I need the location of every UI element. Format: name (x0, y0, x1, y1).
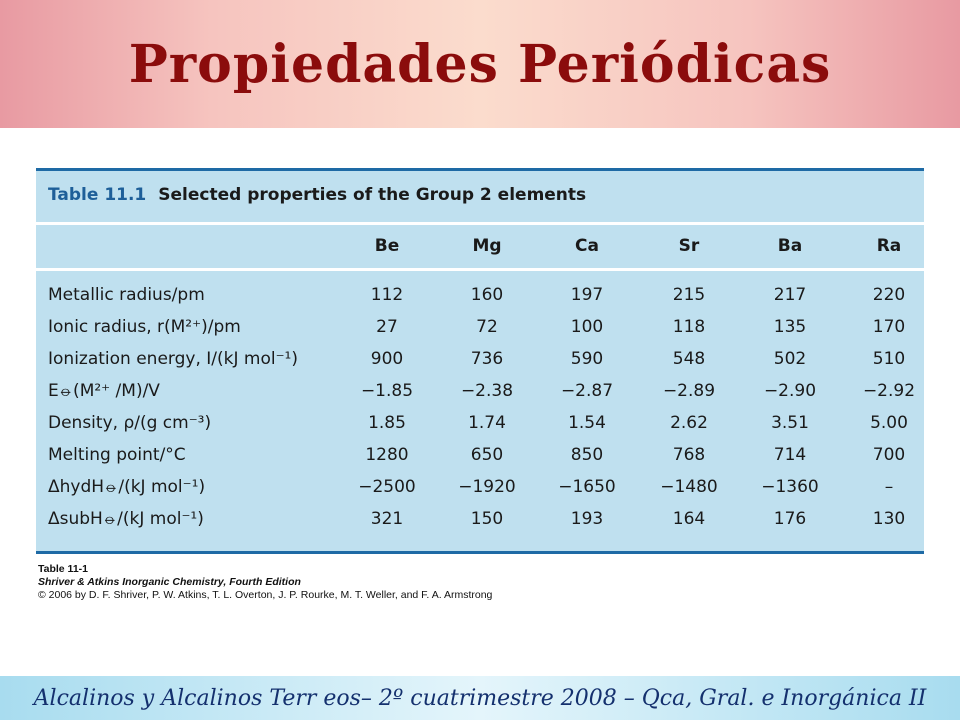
column-header-ca: Ca (575, 236, 599, 256)
table-cell: 135 (773, 317, 807, 337)
source-note (38, 563, 492, 602)
table-cell: 900 (370, 349, 404, 369)
table-caption (48, 185, 586, 205)
slide-header (0, 0, 960, 128)
table-cell: 700 (872, 445, 906, 465)
table-cell: −1920 (458, 477, 516, 497)
table-cell: – (884, 477, 894, 497)
table-cell: 220 (872, 285, 906, 305)
source-label: Table 11-1 (38, 563, 88, 575)
source-book: Shriver & Atkins Inorganic Chemistry, Fourth Edition (38, 576, 301, 588)
row-label: Ionization energy, I/(kJ mol⁻¹) (48, 349, 299, 369)
table-divider (36, 222, 924, 225)
table-cell: 590 (570, 349, 604, 369)
table-number: Table 11.1 (48, 185, 147, 205)
table-cell: 1.85 (368, 413, 406, 433)
table-cell: 5.00 (870, 413, 908, 433)
table-cell: 160 (470, 285, 504, 305)
table-cell: 510 (872, 349, 906, 369)
column-header-ra: Ra (876, 236, 902, 256)
table-cell: 548 (672, 349, 706, 369)
table-cell: 650 (470, 445, 504, 465)
table-cell: 100 (570, 317, 604, 337)
table-cell: 1280 (365, 445, 409, 465)
table-cell: 193 (570, 509, 604, 529)
column-header-be: Be (374, 236, 400, 256)
table-cell: −1.85 (360, 381, 414, 401)
table-cell: −2.90 (763, 381, 817, 401)
table-cell: −2.38 (460, 381, 514, 401)
table-caption-text: Selected properties of the Group 2 elements (158, 185, 587, 205)
row-label: Melting point/°C (48, 445, 186, 465)
row-label: E⦵(M²⁺ /M)/V (48, 381, 160, 401)
slide-title: Propiedades Periódicas (128, 34, 832, 95)
table-cell: −2.89 (662, 381, 716, 401)
table-cell: 850 (570, 445, 604, 465)
properties-table (36, 168, 924, 554)
row-label: Metallic radius/pm (48, 285, 205, 305)
table-cell: 197 (570, 285, 604, 305)
row-label: Density, ρ/(g cm⁻³) (48, 413, 212, 433)
table-cell: −1650 (558, 477, 616, 497)
column-header-ba: Ba (777, 236, 803, 256)
table-cell: 72 (476, 317, 498, 337)
table-cell: 2.62 (670, 413, 708, 433)
column-header-mg: Mg (472, 236, 502, 256)
table-cell: 321 (370, 509, 404, 529)
column-header-sr: Sr (678, 236, 700, 256)
slide-footer (0, 676, 960, 720)
table-cell: 768 (672, 445, 706, 465)
table-cell: 217 (773, 285, 807, 305)
table-cell: −2500 (358, 477, 416, 497)
row-label: ΔsubH⦵/(kJ mol⁻¹) (48, 509, 204, 529)
table-cell: 118 (672, 317, 706, 337)
table-cell: 714 (773, 445, 807, 465)
table-cell: 130 (872, 509, 906, 529)
table-cell: 176 (773, 509, 807, 529)
source-copyright: © 2006 by D. F. Shriver, P. W. Atkins, T. L. Overton, J. P. Rourke, M. T. Weller, and F. A. Armstrong (38, 589, 493, 601)
row-label: ΔhydH⦵/(kJ mol⁻¹) (48, 477, 206, 497)
table-cell: −1360 (761, 477, 819, 497)
table-cell: −2.87 (560, 381, 614, 401)
table-cell: −1480 (660, 477, 718, 497)
footer-text: Alcalinos y Alcalinos Terr eos– 2º cuatrimestre 2008 – Qca, Gral. e Inorgánica II (33, 686, 927, 711)
table-cell: 1.74 (468, 413, 506, 433)
table-cell: 112 (370, 285, 404, 305)
table-cell: 27 (376, 317, 398, 337)
table-cell: 1.54 (568, 413, 606, 433)
table-cell: 736 (470, 349, 504, 369)
table-cell: −2.92 (862, 381, 916, 401)
table-cell: 170 (872, 317, 906, 337)
table-cell: 502 (773, 349, 807, 369)
table-cell: 3.51 (771, 413, 809, 433)
table-cell: 215 (672, 285, 706, 305)
table-cell: 150 (470, 509, 504, 529)
table-cell: 164 (672, 509, 706, 529)
table-divider (36, 268, 924, 271)
row-label: Ionic radius, r(M²⁺)/pm (48, 317, 241, 337)
